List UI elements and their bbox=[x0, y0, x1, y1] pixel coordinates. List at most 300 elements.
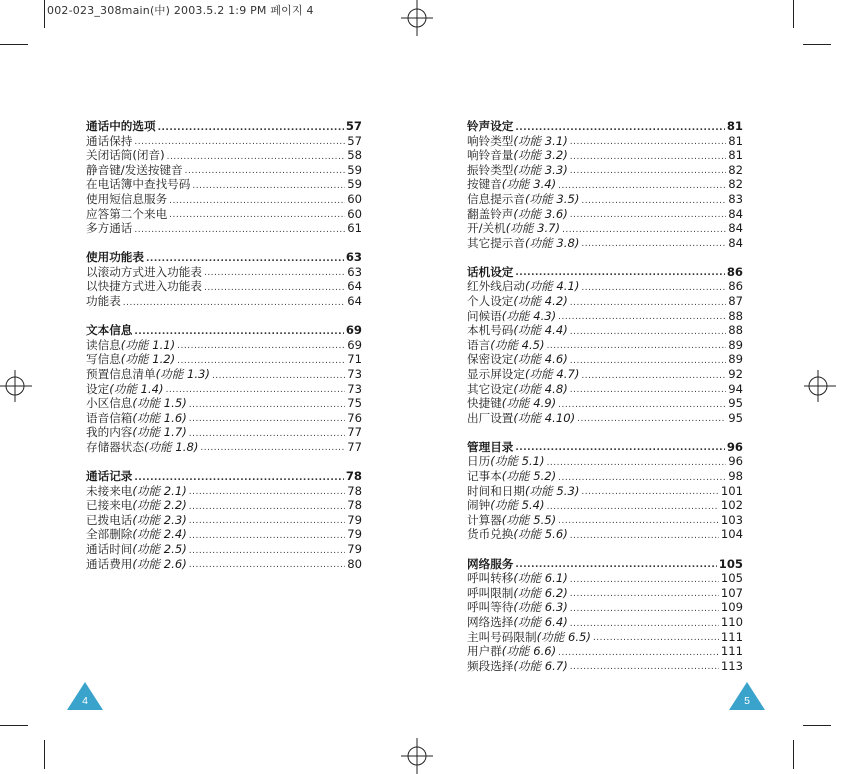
dot-leader bbox=[558, 473, 726, 484]
entry-page: 80 bbox=[347, 556, 362, 571]
entry-label bbox=[86, 338, 175, 353]
entry-label-text: 货币兑换 bbox=[467, 527, 514, 542]
toc-entry[interactable] bbox=[467, 411, 743, 426]
entry-page: 79 bbox=[347, 527, 362, 542]
toc-entry[interactable] bbox=[86, 513, 362, 528]
toc-entry[interactable] bbox=[86, 498, 362, 513]
entry-label-text: 语音信箱 bbox=[86, 410, 133, 425]
section-page: 57 bbox=[345, 119, 362, 133]
toc-section-heading[interactable] bbox=[86, 250, 362, 265]
toc-entry[interactable] bbox=[86, 221, 362, 236]
entry-label-text: 日历 bbox=[467, 454, 491, 469]
entry-label bbox=[86, 134, 132, 149]
dot-leader bbox=[146, 254, 344, 265]
entry-page: 96 bbox=[728, 454, 743, 469]
entry-function-code: (功能 2.6) bbox=[132, 556, 187, 571]
section-title: 通话中的选项 bbox=[86, 119, 156, 133]
entry-label-text: 以快捷方式进入功能表 bbox=[86, 279, 202, 294]
entry-label-text: 记事本 bbox=[467, 469, 502, 484]
toc-entry[interactable] bbox=[86, 396, 362, 411]
toc-entry[interactable] bbox=[467, 221, 743, 236]
entry-label-text: 响铃类型 bbox=[467, 133, 514, 148]
toc-entry[interactable] bbox=[467, 659, 743, 674]
dot-leader bbox=[593, 633, 719, 644]
toc-entry[interactable] bbox=[467, 163, 743, 178]
page-number-text: 5 bbox=[744, 695, 750, 707]
entry-label-text: 读信息 bbox=[86, 337, 121, 352]
entry-page: 64 bbox=[347, 294, 362, 309]
toc-entry[interactable] bbox=[467, 644, 743, 659]
dot-leader bbox=[189, 546, 345, 557]
entry-label bbox=[467, 469, 556, 484]
toc-entry[interactable] bbox=[86, 177, 362, 192]
toc-section bbox=[86, 469, 362, 571]
toc-entry[interactable] bbox=[86, 352, 362, 367]
toc-section bbox=[86, 323, 362, 454]
entry-function-code: (功能 5.5) bbox=[501, 512, 557, 527]
toc-entry[interactable] bbox=[467, 309, 743, 324]
dot-leader bbox=[200, 443, 345, 454]
dot-leader bbox=[570, 589, 719, 600]
entry-function-code: (功能 6.1) bbox=[513, 571, 568, 586]
entry-label-text: 显示屏设定 bbox=[467, 367, 525, 381]
toc-entry[interactable] bbox=[86, 425, 362, 440]
section-title: 话机设定 bbox=[467, 264, 514, 279]
dot-leader bbox=[134, 473, 343, 484]
toc-entry[interactable] bbox=[467, 367, 743, 382]
entry-label-text: 其它设定 bbox=[467, 381, 514, 396]
entry-function-code: (功能 2.4) bbox=[132, 527, 187, 542]
entry-label bbox=[86, 294, 121, 309]
entry-page: 89 bbox=[728, 337, 743, 352]
entry-page: 89 bbox=[728, 352, 743, 367]
dot-leader bbox=[189, 502, 345, 513]
entry-label-text: 设定 bbox=[86, 381, 110, 396]
entry-label bbox=[467, 134, 568, 149]
entry-page: 58 bbox=[347, 148, 362, 163]
entry-label-text: 功能表 bbox=[86, 294, 121, 309]
entry-label-text: 振铃类型 bbox=[467, 162, 514, 177]
entry-page: 77 bbox=[347, 425, 362, 440]
entry-function-code: (功能 1.6) bbox=[132, 410, 187, 425]
toc-entry[interactable] bbox=[467, 498, 743, 513]
toc-entry[interactable] bbox=[467, 177, 743, 192]
entry-label-text: 已接来电 bbox=[86, 498, 133, 513]
dot-leader bbox=[167, 152, 346, 163]
entry-page: 81 bbox=[728, 148, 743, 163]
entry-function-code: (功能 3.3) bbox=[513, 162, 568, 177]
registration-mark-icon bbox=[800, 368, 836, 404]
dot-leader bbox=[515, 268, 724, 279]
dot-leader bbox=[134, 327, 343, 338]
entry-page: 103 bbox=[720, 512, 743, 527]
crop-mark bbox=[803, 44, 831, 45]
entry-label-text: 本机号码 bbox=[467, 323, 514, 338]
entry-label bbox=[86, 498, 187, 513]
entry-label bbox=[467, 498, 545, 513]
toc-section bbox=[86, 250, 362, 308]
entry-label-text: 通话保持 bbox=[86, 133, 133, 148]
dot-leader bbox=[204, 268, 345, 279]
entry-label-text: 呼叫等待 bbox=[467, 600, 514, 615]
entry-function-code: (功能 1.8) bbox=[143, 439, 199, 454]
toc-section-heading[interactable] bbox=[467, 119, 743, 134]
section-page: 81 bbox=[726, 119, 743, 133]
toc-entry[interactable] bbox=[86, 527, 362, 542]
entry-function-code: (功能 1.2) bbox=[120, 352, 176, 367]
dot-leader bbox=[134, 225, 345, 236]
toc-entry[interactable] bbox=[86, 382, 362, 397]
toc-section-heading[interactable] bbox=[86, 323, 362, 338]
entry-function-code: (功能 6.5) bbox=[536, 629, 591, 644]
entry-page: 88 bbox=[728, 308, 743, 323]
toc-entry[interactable] bbox=[467, 352, 743, 367]
entry-label-text: 关闭话筒(闭音) bbox=[86, 148, 165, 163]
dot-leader bbox=[570, 152, 726, 163]
dot-leader bbox=[204, 283, 345, 294]
entry-function-code: (功能 1.5) bbox=[132, 396, 187, 411]
entry-function-code: (功能 3.2) bbox=[513, 148, 568, 163]
dot-leader bbox=[581, 487, 719, 498]
entry-page: 79 bbox=[347, 541, 362, 556]
toc-entry[interactable] bbox=[467, 454, 743, 469]
toc-entry[interactable] bbox=[467, 571, 743, 586]
entry-page: 101 bbox=[720, 483, 743, 498]
section-title: 网络服务 bbox=[467, 556, 514, 571]
entry-label bbox=[86, 484, 187, 499]
toc-entry[interactable] bbox=[467, 615, 743, 630]
dot-leader bbox=[169, 210, 345, 221]
dot-leader bbox=[570, 327, 726, 338]
entry-page: 113 bbox=[720, 658, 743, 673]
registration-mark-icon bbox=[0, 368, 36, 404]
entry-label bbox=[86, 527, 187, 542]
entry-page: 107 bbox=[720, 585, 743, 600]
entry-page: 60 bbox=[347, 206, 362, 221]
crop-mark bbox=[0, 725, 28, 726]
entry-page: 84 bbox=[728, 206, 743, 221]
entry-label bbox=[86, 148, 165, 163]
toc-section bbox=[467, 119, 743, 250]
entry-label-text: 应答第二个来电 bbox=[86, 206, 168, 221]
toc-entry[interactable] bbox=[86, 542, 362, 557]
entry-page: 79 bbox=[347, 512, 362, 527]
entry-label-text: 个人设定 bbox=[467, 294, 514, 309]
toc-entry[interactable] bbox=[467, 527, 743, 542]
entry-label bbox=[467, 586, 568, 601]
section-title: 使用功能表 bbox=[86, 250, 144, 265]
toc-entry[interactable] bbox=[467, 134, 743, 149]
entry-page: 60 bbox=[347, 191, 362, 206]
entry-function-code: (功能 6.6) bbox=[501, 644, 557, 659]
entry-page: 111 bbox=[720, 644, 743, 659]
entry-page: 69 bbox=[347, 337, 362, 352]
toc-entry[interactable] bbox=[467, 484, 743, 499]
entry-page: 95 bbox=[728, 396, 743, 411]
dot-leader bbox=[189, 560, 345, 571]
toc-section-heading[interactable] bbox=[467, 440, 743, 455]
dot-leader bbox=[577, 414, 726, 425]
entry-page: 57 bbox=[347, 133, 362, 148]
entry-label bbox=[467, 454, 545, 469]
dot-leader bbox=[189, 414, 345, 425]
entry-function-code: (功能 1.3) bbox=[155, 366, 210, 381]
entry-label bbox=[467, 659, 568, 674]
entry-label bbox=[86, 440, 198, 455]
entry-page: 76 bbox=[347, 410, 362, 425]
dot-leader bbox=[212, 371, 345, 382]
entry-page: 92 bbox=[728, 367, 743, 381]
entry-page: 109 bbox=[720, 600, 743, 615]
entry-label bbox=[467, 236, 579, 251]
toc-entry[interactable] bbox=[467, 236, 743, 251]
entry-label-text: 频段选择 bbox=[467, 658, 514, 673]
entry-page: 102 bbox=[720, 498, 743, 513]
entry-page: 105 bbox=[720, 571, 743, 586]
section-page: 63 bbox=[345, 250, 362, 265]
toc-section bbox=[467, 557, 743, 674]
toc-entry[interactable] bbox=[467, 600, 743, 615]
dot-leader bbox=[558, 312, 726, 323]
entry-page: 73 bbox=[347, 381, 362, 396]
entry-function-code: (功能 5.3) bbox=[524, 483, 580, 498]
entry-function-code: (功能 2.1) bbox=[132, 483, 187, 498]
entry-label bbox=[467, 484, 579, 499]
toc-entry[interactable] bbox=[86, 134, 362, 149]
entry-function-code: (功能 4.4) bbox=[513, 323, 568, 338]
entry-label bbox=[86, 382, 164, 397]
entry-page: 82 bbox=[728, 162, 743, 177]
toc-entry[interactable] bbox=[86, 192, 362, 207]
entry-function-code: (功能 5.1) bbox=[490, 454, 545, 469]
entry-label bbox=[467, 396, 556, 411]
toc-section-heading[interactable] bbox=[86, 469, 362, 484]
section-title: 管理目录 bbox=[467, 439, 514, 454]
entry-label bbox=[467, 163, 568, 178]
entry-label bbox=[86, 221, 132, 236]
entry-function-code: (功能 4.2) bbox=[513, 294, 568, 309]
dot-leader bbox=[570, 575, 719, 586]
section-title: 文本信息 bbox=[86, 323, 133, 338]
dot-leader bbox=[515, 123, 724, 134]
entry-label-text: 多方通话 bbox=[86, 221, 133, 236]
crop-mark bbox=[44, 0, 45, 28]
toc-entry[interactable] bbox=[86, 265, 362, 280]
toc-entry[interactable] bbox=[86, 279, 362, 294]
entry-label-text: 通话费用 bbox=[86, 556, 133, 571]
section-page: 69 bbox=[345, 323, 362, 338]
page-number-text: 4 bbox=[82, 695, 88, 707]
dot-leader bbox=[158, 123, 344, 134]
toc-entry[interactable] bbox=[467, 586, 743, 601]
toc-entry[interactable] bbox=[86, 367, 362, 382]
dot-leader bbox=[570, 385, 726, 396]
entry-label bbox=[467, 207, 568, 222]
toc-entry[interactable] bbox=[467, 207, 743, 222]
entry-page: 59 bbox=[347, 177, 362, 192]
crop-mark bbox=[803, 725, 831, 726]
entry-label-text: 快捷键 bbox=[467, 396, 502, 411]
dot-leader bbox=[515, 443, 724, 454]
toc-entry[interactable] bbox=[467, 338, 743, 353]
entry-page: 104 bbox=[720, 527, 743, 542]
toc-section-heading[interactable] bbox=[467, 557, 743, 572]
entry-page: 84 bbox=[728, 235, 743, 250]
dot-leader bbox=[177, 356, 345, 367]
entry-label-text: 闹钟 bbox=[467, 498, 491, 513]
toc-right-column bbox=[467, 119, 743, 688]
entry-function-code: (功能 4.1) bbox=[524, 279, 580, 294]
toc-entry[interactable] bbox=[86, 411, 362, 426]
entry-page: 63 bbox=[347, 264, 362, 279]
entry-function-code: (功能 2.5) bbox=[132, 541, 187, 556]
entry-function-code: (功能 6.7) bbox=[513, 658, 568, 673]
entry-function-code: (功能 6.4) bbox=[513, 614, 568, 629]
entry-page: 86 bbox=[728, 279, 743, 294]
dot-leader bbox=[177, 341, 345, 352]
entry-page: 59 bbox=[347, 162, 362, 177]
entry-label bbox=[467, 192, 579, 207]
toc-entry[interactable] bbox=[86, 338, 362, 353]
entry-function-code: (功能 4.10) bbox=[513, 410, 576, 425]
dot-leader bbox=[570, 210, 726, 221]
dot-leader bbox=[134, 137, 345, 148]
toc-entry[interactable] bbox=[86, 440, 362, 455]
entry-page: 71 bbox=[347, 352, 362, 367]
entry-function-code: (功能 3.5) bbox=[524, 191, 580, 206]
entry-label bbox=[467, 411, 575, 426]
entry-label-text: 网络选择 bbox=[467, 614, 514, 629]
dot-leader bbox=[558, 181, 726, 192]
entry-function-code: (功能 4.6) bbox=[513, 352, 568, 367]
entry-label-text: 语言 bbox=[467, 337, 491, 352]
crop-mark bbox=[793, 0, 794, 28]
entry-label bbox=[467, 571, 568, 586]
toc-entry[interactable] bbox=[467, 192, 743, 207]
dot-leader bbox=[581, 239, 726, 250]
print-header: 002-023_308main(中) 2003.5.2 1:9 PM 페이지 4 bbox=[47, 4, 314, 17]
toc-entry[interactable] bbox=[467, 279, 743, 294]
entry-label bbox=[86, 396, 187, 411]
toc-entry[interactable] bbox=[467, 396, 743, 411]
entry-page: 94 bbox=[728, 381, 743, 396]
entry-function-code: (功能 4.8) bbox=[513, 381, 568, 396]
entry-label bbox=[467, 600, 568, 615]
entry-function-code: (功能 1.4) bbox=[109, 381, 164, 396]
page-number-left bbox=[67, 682, 103, 710]
dot-leader bbox=[570, 166, 726, 177]
entry-page: 88 bbox=[728, 323, 743, 338]
toc-section-heading[interactable] bbox=[86, 119, 362, 134]
toc-entry[interactable] bbox=[467, 513, 743, 528]
dot-leader bbox=[581, 196, 726, 207]
dot-leader bbox=[570, 604, 719, 615]
toc-entry[interactable] bbox=[86, 294, 362, 309]
entry-label bbox=[86, 542, 187, 557]
entry-label bbox=[467, 323, 568, 338]
entry-function-code: (功能 1.1) bbox=[120, 337, 176, 352]
entry-function-code: (功能 4.9) bbox=[501, 396, 557, 411]
toc-entry[interactable] bbox=[467, 382, 743, 397]
entry-label bbox=[86, 411, 187, 426]
toc-section bbox=[467, 440, 743, 542]
entry-label-text: 按键音 bbox=[467, 177, 502, 192]
entry-label-text: 小区信息 bbox=[86, 396, 133, 411]
toc-section-heading[interactable] bbox=[467, 265, 743, 280]
entry-label bbox=[86, 425, 187, 440]
entry-function-code: (功能 3.6) bbox=[513, 206, 568, 221]
section-title: 铃声设定 bbox=[467, 119, 514, 133]
toc-entry[interactable] bbox=[86, 557, 362, 572]
entry-label bbox=[86, 265, 202, 280]
entry-function-code: (功能 6.2) bbox=[513, 585, 568, 600]
entry-label bbox=[467, 177, 556, 192]
toc-entry[interactable] bbox=[467, 294, 743, 309]
entry-label-text: 计算器 bbox=[467, 512, 502, 527]
entry-page: 73 bbox=[347, 366, 362, 381]
entry-function-code: (功能 3.1) bbox=[513, 133, 568, 148]
toc-entry[interactable] bbox=[467, 630, 743, 645]
dot-leader bbox=[515, 560, 716, 571]
entry-label-text: 呼叫限制 bbox=[467, 585, 514, 600]
entry-function-code: (功能 4.7) bbox=[524, 367, 580, 381]
dot-leader bbox=[570, 356, 726, 367]
entry-label-text: 静音键/发送按键音 bbox=[86, 162, 183, 177]
dot-leader bbox=[570, 137, 726, 148]
entry-page: 87 bbox=[728, 294, 743, 309]
dot-leader bbox=[562, 225, 726, 236]
entry-label bbox=[86, 367, 210, 382]
entry-label-text: 时间和日期 bbox=[467, 483, 525, 498]
toc-section bbox=[467, 265, 743, 426]
entry-label bbox=[467, 630, 591, 645]
entry-label bbox=[467, 309, 556, 324]
entry-label-text: 已拨电话 bbox=[86, 512, 133, 527]
dot-leader bbox=[570, 619, 719, 630]
entry-label bbox=[467, 527, 568, 542]
toc-entry[interactable] bbox=[86, 207, 362, 222]
dot-leader bbox=[570, 662, 719, 673]
crop-mark bbox=[0, 44, 28, 45]
toc-entry[interactable] bbox=[86, 484, 362, 499]
entry-page: 111 bbox=[720, 629, 743, 644]
entry-function-code: (功能 3.8) bbox=[524, 235, 580, 250]
entry-label-text: 开/关机 bbox=[467, 221, 506, 236]
entry-label bbox=[467, 513, 556, 528]
entry-page: 78 bbox=[347, 483, 362, 498]
entry-page: 83 bbox=[728, 191, 743, 206]
entry-label bbox=[467, 221, 560, 236]
toc-entry[interactable] bbox=[467, 148, 743, 163]
toc-entry[interactable] bbox=[467, 469, 743, 484]
entry-label bbox=[86, 177, 190, 192]
toc-entry[interactable] bbox=[86, 148, 362, 163]
dot-leader bbox=[189, 429, 345, 440]
entry-label-text: 写信息 bbox=[86, 352, 121, 367]
toc-entry[interactable] bbox=[86, 163, 362, 178]
entry-label-text: 通话时间 bbox=[86, 541, 133, 556]
entry-label bbox=[467, 367, 579, 382]
section-page: 86 bbox=[726, 264, 743, 279]
dot-leader bbox=[558, 516, 719, 527]
entry-page: 84 bbox=[728, 221, 743, 236]
entry-label bbox=[467, 352, 568, 367]
entry-label bbox=[467, 382, 568, 397]
entry-page: 81 bbox=[728, 133, 743, 148]
registration-mark-icon bbox=[399, 0, 435, 36]
entry-label-text: 未接来电 bbox=[86, 483, 133, 498]
toc-entry[interactable] bbox=[467, 323, 743, 338]
